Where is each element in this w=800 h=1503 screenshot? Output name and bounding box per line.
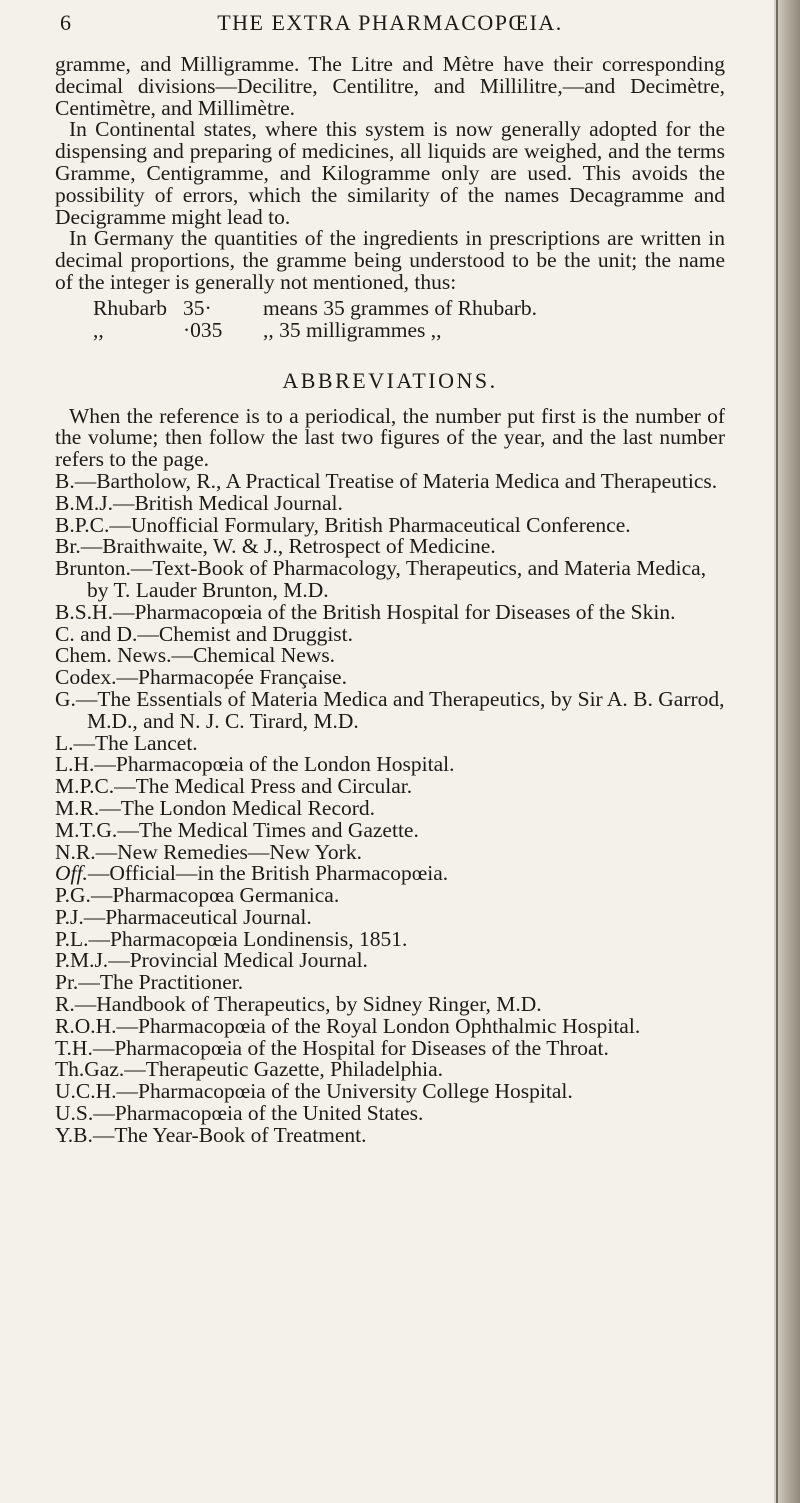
prescription-examples <box>55 295 725 342</box>
abbreviation-key: R. <box>55 992 75 1017</box>
abbreviation-meaning: —The Medical Times and Gazette. <box>117 817 419 842</box>
abbreviation-meaning: —Provincial Medical Journal. <box>108 948 368 973</box>
abbreviation-key: Br. <box>55 534 81 559</box>
example-drug: ,, <box>93 317 104 342</box>
abbreviation-key: P.L. <box>55 926 89 951</box>
abbreviation-meaning: —Braithwaite, W. & J., Retrospect of Medicine. <box>80 534 496 559</box>
example-value: 35· <box>183 295 212 320</box>
example-drug: Rhubarb <box>93 295 168 320</box>
paragraph: In Continental states, where this system is now generally adopted for the dispensing and preparing of medicines, all liquids are weighed, and the terms Gramme, Centigramme, and Kilogramme only are used. This avoids the possibility of errors, which the similarity of the names Decagramme and Decigramme might lead to. <box>55 117 725 229</box>
abbreviations-intro: When the reference is to a periodical, the number put first is the number of the volume; then follow the last two figures of the year, and the last number refers to the page. <box>55 403 725 472</box>
abbreviation-key: M.P.C. <box>55 774 115 799</box>
abbreviation-meaning: —Pharmacopœia Londinensis, 1851. <box>88 926 408 951</box>
abbreviation-meaning: —The Medical Press and Circular. <box>114 774 413 799</box>
abbreviation-key: N.R. <box>55 839 96 864</box>
abbreviation-key: M.R. <box>55 795 100 820</box>
abbreviation-entry <box>55 621 725 646</box>
page-header <box>60 4 720 40</box>
abbreviation-key: Chem. News. <box>55 643 172 668</box>
example-meaning: means 35 grammes of Rhubarb. <box>263 295 538 320</box>
abbreviation-key: U.S. <box>55 1101 94 1126</box>
abbreviation-meaning: —Pharmacopœia of the Hospital for Diseases of the Throat. <box>92 1035 609 1060</box>
abbreviation-meaning: —Pharmacopœia of the British Hospital for Diseases of the Skin. <box>112 599 676 624</box>
paragraph: gramme, and Milligramme. The Litre and Mètre have their corresponding decimal divisions—Decilitre, Centilitre, and Millilitre,—and Decimètre, Centimètre, and Millimètre. <box>55 52 725 120</box>
abbreviation-meaning: —Official—in the British Pharmacopœia. <box>87 861 449 886</box>
abbreviation-meaning: —Pharmacopœia of the London Hospital. <box>94 752 455 777</box>
abbreviation-meaning: —Pharmacopœia of the Royal London Ophthalmic Hospital. <box>116 1013 641 1038</box>
abbreviation-entry <box>55 950 725 972</box>
page-number: 6 <box>60 10 71 35</box>
abbreviation-entry <box>55 599 725 624</box>
abbreviation-meaning: —Pharmacopée Française. <box>116 665 347 690</box>
abbreviation-meaning: —The London Medical Record. <box>99 795 376 820</box>
abbreviation-key: Th.Gaz. <box>55 1057 125 1082</box>
abbreviation-entry <box>55 972 725 994</box>
abbreviation-key: Brunton. <box>55 556 131 581</box>
abbreviation-meaning: —British Medical Journal. <box>112 490 343 515</box>
abbreviation-key: C. and D. <box>55 621 138 646</box>
abbreviation-meaning: —Text-Book of Pharmacology, Therapeutics, and Materia Medica, by T. Lauder Brunton, M.D. <box>87 556 707 602</box>
abbreviation-entry <box>55 1081 725 1103</box>
abbreviation-entry <box>55 558 725 602</box>
abbreviation-meaning: —The Lancet. <box>73 730 198 755</box>
abbreviation-entry <box>55 667 725 689</box>
abbreviation-entry <box>55 490 725 515</box>
abbreviation-key: B.P.C. <box>55 512 110 537</box>
abbreviation-meaning: —Handbook of Therapeutics, by Sidney Ringer, M.D. <box>74 992 542 1017</box>
abbreviation-entry <box>55 730 725 755</box>
abbreviation-meaning: —Chemical News. <box>171 643 336 668</box>
abbreviation-entry <box>55 536 725 558</box>
abbreviation-meaning: —The Practitioner. <box>78 970 244 995</box>
paragraph: In Germany the quantities of the ingredients in prescriptions are written in decimal proportions, the gramme being understood to be the unit; the name of the integer is generally not mentioned, thus: <box>55 226 725 294</box>
page-body <box>55 54 725 1147</box>
abbreviation-key: B.S.H. <box>55 599 113 624</box>
abbreviation-key: U.C.H. <box>55 1079 117 1104</box>
running-head: THE EXTRA PHARMACOPŒIA. <box>217 10 563 35</box>
binding-line <box>776 0 778 1503</box>
abbreviation-key: B.M.J. <box>55 490 113 515</box>
abbreviation-key: M.T.G. <box>55 817 118 842</box>
abbreviation-key: L. <box>55 730 74 755</box>
abbreviation-entry <box>55 994 725 1016</box>
abbreviation-meaning: —Pharmacopœia of the University College Hospital. <box>116 1079 573 1104</box>
abbreviation-entry <box>55 512 725 537</box>
abbreviation-key: Codex. <box>55 665 117 690</box>
abbreviation-entry <box>55 863 725 885</box>
abbreviation-entry <box>55 885 725 907</box>
example-row <box>55 295 725 320</box>
abbreviation-entry <box>55 754 725 776</box>
abbreviation-entry <box>55 645 725 667</box>
example-meaning: ,, 35 milligrammes ,, <box>263 317 442 342</box>
abbreviation-meaning: —Pharmaceutical Journal. <box>83 904 312 929</box>
example-value: ·035 <box>183 317 223 342</box>
abbreviation-key: Off. <box>55 861 88 886</box>
abbreviation-key: P.M.J. <box>55 948 109 973</box>
abbreviation-key: P.J. <box>55 904 84 929</box>
abbreviation-entry <box>55 1122 725 1147</box>
abbreviation-key: R.O.H. <box>55 1013 117 1038</box>
abbreviation-key: T.H. <box>55 1035 93 1060</box>
abbreviation-key: P.G. <box>55 883 91 908</box>
abbreviation-entry <box>55 776 725 798</box>
abbreviation-entry <box>55 1035 725 1060</box>
abbreviation-meaning: —New Remedies—New York. <box>95 839 362 864</box>
abbreviations-list <box>55 468 725 1147</box>
abbreviation-key: Y.B. <box>55 1122 93 1147</box>
abbreviation-key: B. <box>55 468 75 493</box>
abbreviation-meaning: —Pharmacopœa Germanica. <box>90 883 340 908</box>
abbreviation-meaning: —Unofficial Formulary, British Pharmaceutical Conference. <box>109 512 631 537</box>
abbreviation-entry <box>55 795 725 820</box>
section-title: ABBREVIATIONS. <box>282 367 498 393</box>
abbreviation-key: G. <box>55 686 76 711</box>
abbreviation-key: L.H. <box>55 752 95 777</box>
abbreviation-entry <box>55 686 725 733</box>
abbreviation-key: Pr. <box>55 970 79 995</box>
abbreviation-entry <box>55 1059 725 1081</box>
abbreviation-entry <box>55 904 725 929</box>
abbreviation-meaning: —Bartholow, R., A Practical Treatise of Materia Medica and Therapeutics. <box>74 468 718 493</box>
abbreviation-meaning: —The Essentials of Materia Medica and Therapeutics, by Sir A. B. Garrod, M.D., and N. J. C. Tirard, M.D. <box>75 686 725 733</box>
abbreviation-entry <box>55 817 725 842</box>
abbreviation-entry <box>55 839 725 864</box>
abbreviation-meaning: —The Year-Book of Treatment. <box>92 1122 367 1147</box>
abbreviation-meaning: —Pharmacopœia of the United States. <box>93 1101 424 1126</box>
abbreviation-meaning: —Therapeutic Gazette, Philadelphia. <box>124 1057 444 1082</box>
abbreviation-entry <box>55 1103 725 1125</box>
example-row <box>55 317 725 342</box>
abbreviation-meaning: —Chemist and Druggist. <box>137 621 354 646</box>
abbreviation-entry <box>55 1013 725 1038</box>
abbreviation-entry <box>55 468 725 493</box>
abbreviation-entry <box>55 926 725 951</box>
